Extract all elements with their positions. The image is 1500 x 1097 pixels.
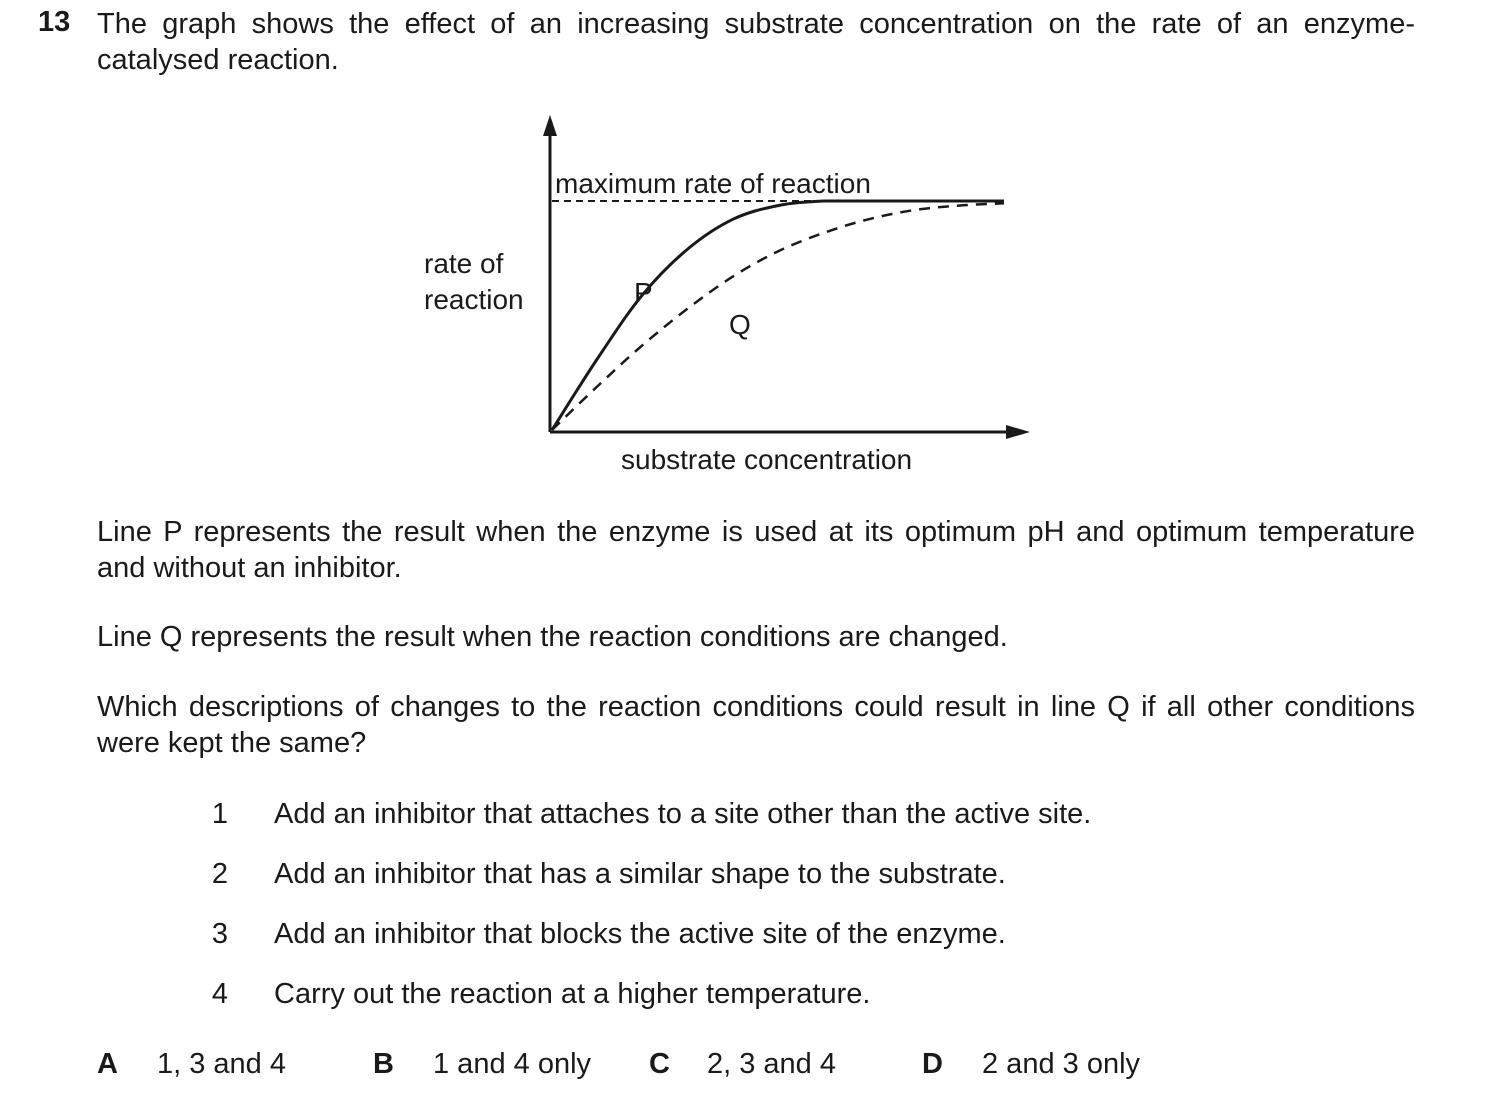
max-rate-label: maximum rate of reaction [555, 168, 871, 199]
option-c-letter[interactable]: C [649, 1048, 670, 1080]
statement-text: Add an inhibitor that attaches to a site other than the active site. [274, 798, 1092, 830]
y-axis-label-line2: reaction [424, 284, 524, 315]
option-b-text[interactable]: 1 and 4 only [433, 1048, 592, 1080]
statement-number: 3 [211, 918, 229, 950]
line-q-description: Line Q represents the result when the reaction conditions are changed. [97, 621, 1008, 653]
rate-graph [0, 0, 1500, 500]
question-stem: The graph shows the effect of an increasing substrate concentration on the rate of an enzyme-catalysed reaction. [97, 8, 1415, 76]
option-a-letter[interactable]: A [97, 1048, 118, 1080]
statement-text: Add an inhibitor that has a similar shape to the substrate. [274, 858, 1006, 890]
line-p-label: P [634, 277, 653, 308]
line-q-curve [552, 203, 1004, 430]
statement-number: 4 [211, 978, 229, 1010]
option-d-text[interactable]: 2 and 3 only [982, 1048, 1141, 1080]
y-axis-label-line1: rate of [424, 248, 504, 279]
statement-number: 1 [211, 798, 229, 830]
line-q-label: Q [729, 309, 751, 340]
option-a-text[interactable]: 1, 3 and 4 [157, 1048, 286, 1080]
option-b-letter[interactable]: B [373, 1048, 394, 1080]
option-d-letter[interactable]: D [922, 1048, 943, 1080]
statement-text: Add an inhibitor that blocks the active site of the enzyme. [274, 918, 1006, 950]
option-c-text[interactable]: 2, 3 and 4 [707, 1048, 836, 1080]
question-prompt: Which descriptions of changes to the reaction conditions could result in line Q if all other conditions were kept the same? [97, 691, 1415, 759]
statement-text: Carry out the reaction at a higher temperature. [274, 978, 871, 1010]
line-p-description: Line P represents the result when the enzyme is used at its optimum pH and optimum temperature and without an inhibitor. [97, 516, 1415, 584]
x-axis-arrow [1006, 425, 1030, 439]
x-axis-label: substrate concentration [621, 444, 913, 475]
y-axis-arrow [543, 115, 557, 136]
line-p-curve [552, 201, 1004, 430]
statement-number: 2 [211, 858, 229, 890]
question-number: 13 [38, 6, 71, 38]
